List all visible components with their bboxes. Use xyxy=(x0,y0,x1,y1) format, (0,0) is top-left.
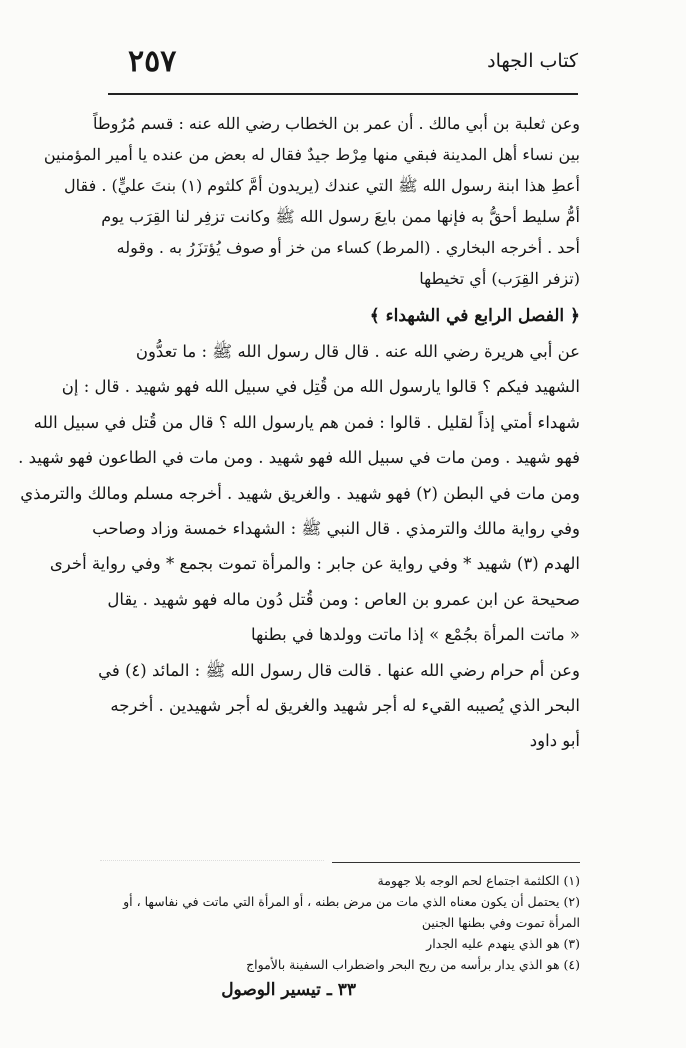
text-line: الهدم (٣) شهيد * وفي رواية عن جابر : والمرأة تموت بجمع * وفي رواية أخرى xyxy=(49,554,580,574)
text-line: أعطِ هذا ابنة رسول الله ﷺ التي عندك (يريدون أمَّ كلثوم (١) بنتَ عليٍّ) . فقال xyxy=(64,176,580,195)
signature-mark: ٣٣ ـ تيسير الوصول xyxy=(221,980,356,1000)
text-line: وعن ثعلبة بن أبي مالك . أن عمر بن الخطاب رضي الله عنه : قسم مُرُوطاً xyxy=(92,114,580,133)
footnote-rule xyxy=(332,862,580,863)
footnote: (١) الكلثمة اجتماع لحم الوجه بلا جهومة xyxy=(377,873,580,888)
text-line: « ماتت المرأة بجُمْع » إذا ماتت وولدها في بطنها xyxy=(250,625,580,645)
text-line: (تزفر القِرَب) أي تخيطها xyxy=(419,269,580,288)
page-header xyxy=(108,44,578,88)
text-line: عن أبي هريرة رضي الله عنه . قال قال رسول الله ﷺ : ما تعدُّون xyxy=(135,342,580,361)
text-line: البحر الذي يُصيبه القيء له أجر شهيد والغريق له أجر شهيدين . أخرجه xyxy=(110,695,580,715)
text-line: شهداء أمتي إذاً لقليل . قالوا : فمن هم يارسول الله ؟ قال من قُتل في سبيل الله xyxy=(33,412,580,432)
text-line: صحيحة عن ابن عمرو بن العاص : ومن قُتل دُون ماله فهو شهيد . يقال xyxy=(107,589,580,609)
hadith-tha'laba xyxy=(43,108,580,294)
footnotes xyxy=(96,870,580,975)
text-line: ومن مات في البطن (٢) فهو شهيد . والغريق شهيد . أخرجه مسلم ومالك والترمذي xyxy=(20,483,580,503)
text-line: أبو داود xyxy=(529,731,580,751)
page-number: ٢٥٧ xyxy=(128,44,177,79)
footnote: المرأة تموت وفي بطنها الجنين xyxy=(421,915,580,930)
section-heading: ﴿ الفصل الرابع في الشهداء ﴾ xyxy=(369,306,580,326)
dotted-leader xyxy=(100,860,324,861)
footnote: (٣) هو الذي ينهدم عليه الجدار xyxy=(426,936,580,951)
footnote: (٤) هو الذي يدار برأسه من ريح البحر واضطراب السفينة بالأمواج xyxy=(246,957,580,972)
text-line: بين نساء أهل المدينة فبقي منها مِرْط جيدٌ فقال له بعض من عنده يا أمير المؤمنين xyxy=(43,145,580,164)
text-line: الشهيد فيكم ؟ قالوا يارسول الله من قُتِل في سبيل الله فهو شهيد . قال : إن xyxy=(61,377,580,397)
header-rule xyxy=(108,93,578,95)
text-line: أمُّ سليط أحقُّ به فإنها ممن بايعَ رسول الله ﷺ وكانت تزفِر لنا القِرَب يوم xyxy=(101,207,580,226)
section-martyrs xyxy=(18,334,580,759)
text-line: فهو شهيد . ومن مات في سبيل الله فهو شهيد . ومن مات في الطاعون فهو شهيد . xyxy=(18,448,580,468)
main-text xyxy=(18,108,580,759)
chapter-title: كتاب الجهاد xyxy=(487,50,578,72)
text-line: وفي رواية مالك والترمذي . قال النبي ﷺ : الشهداء خمسة وزاد وصاحب xyxy=(92,518,580,538)
footnote: (٢) يحتمل أن يكون معناه الذي مات من مرض بطنه ، أو المرأة التي ماتت في نفاسها ، أو xyxy=(123,894,580,909)
text-line: وعن أم حرام رضي الله عنها . قالت قال رسول الله ﷺ : المائد (٤) في xyxy=(98,660,580,680)
text-line: أحد . أخرجه البخاري . (المرط) كساء من خز أو صوف يُؤتزَرُ به . وقوله xyxy=(116,238,580,257)
